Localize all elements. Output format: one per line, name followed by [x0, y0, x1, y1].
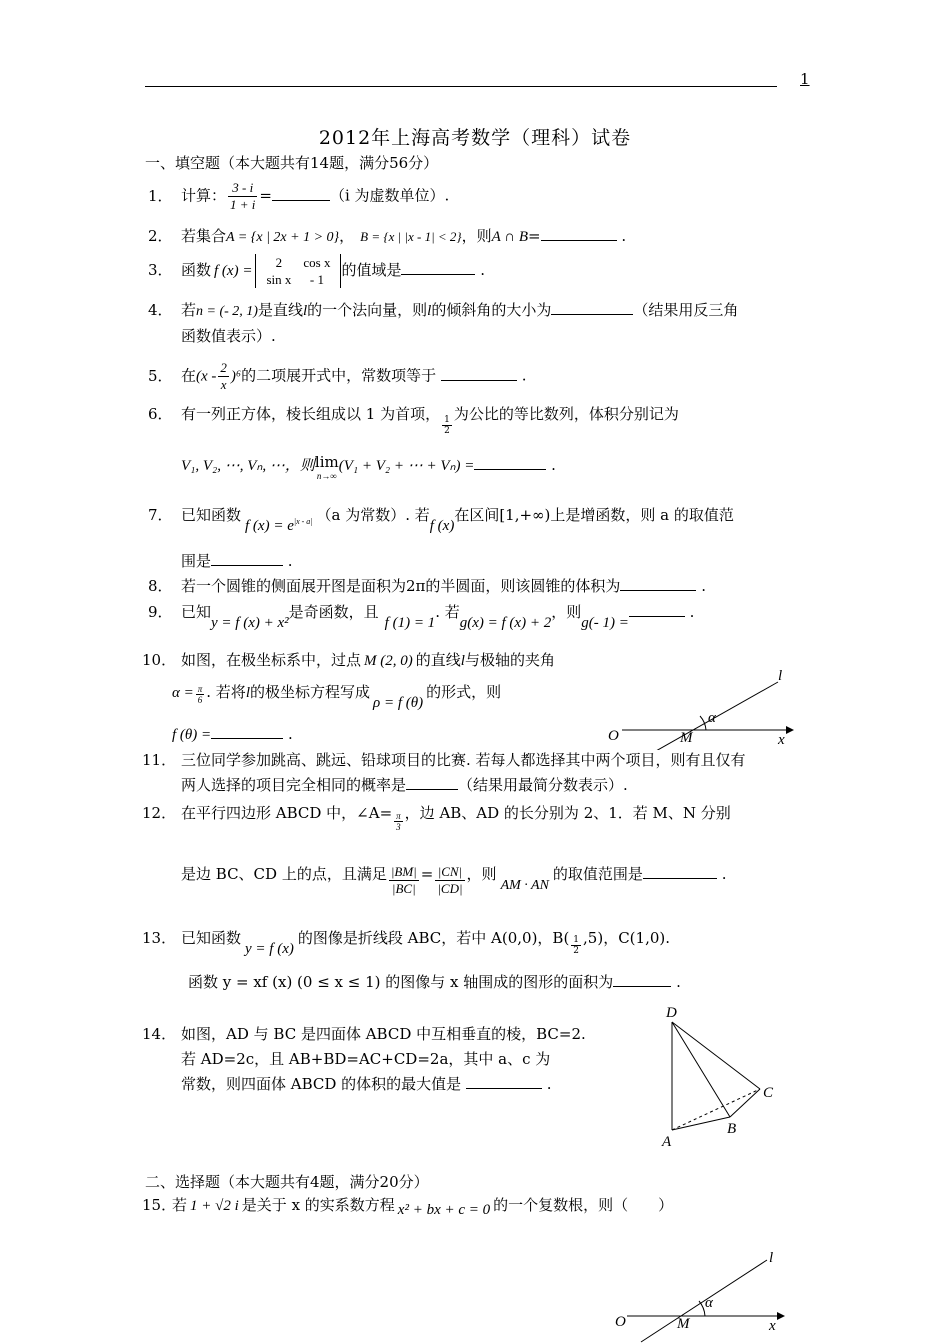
- q12-ratio-1: [389, 864, 419, 897]
- q3-post: 的值域是: [341, 261, 402, 279]
- q12-line2c: 的取值范围是: [552, 865, 643, 883]
- q1-fraction: [228, 180, 257, 213]
- q7-exponent: |x - a|: [293, 517, 313, 526]
- q10-line-l2: l: [245, 685, 250, 701]
- label-c: C: [763, 1085, 774, 1101]
- q10-line2c: 的极坐标方程写成: [249, 683, 370, 701]
- q2-mid: ，: [339, 227, 355, 245]
- question-7: [148, 502, 734, 534]
- q2-end: .: [621, 227, 627, 245]
- q13-post: 的图像是折线段 ABC，若中 A(0,0)，B(: [297, 929, 570, 947]
- edge-bc: [730, 1089, 760, 1117]
- q13-line2a: 函数 y = xf (x) (0 ≤ x ≤ 1) 的图像与 x 轴围成的图形的面积为: [188, 973, 614, 991]
- label-b: B: [727, 1121, 737, 1137]
- q5-text: 在: [181, 366, 197, 385]
- label-x: x: [769, 1318, 776, 1334]
- question-number: 1．: [148, 186, 173, 205]
- answer-blank[interactable]: [541, 226, 617, 241]
- edge-db: [672, 1022, 730, 1117]
- label-o: O: [608, 728, 619, 744]
- q6-fraction: [442, 415, 452, 436]
- answer-blank[interactable]: [441, 366, 517, 381]
- q12-line2b: ，则: [466, 865, 497, 883]
- question-13-line2: [188, 972, 681, 992]
- q1-numerator: 3 - i: [228, 180, 257, 197]
- label-alpha: α: [708, 710, 716, 726]
- question-number: 8．: [148, 577, 173, 595]
- label-alpha: α: [705, 1295, 713, 1311]
- q14-end: .: [546, 1075, 552, 1093]
- edge-ab: [672, 1117, 730, 1130]
- question-4: [148, 300, 738, 322]
- question-6: [148, 404, 679, 436]
- label-l: l: [778, 668, 783, 684]
- q10-end: .: [287, 725, 293, 743]
- q10-alpha: α =: [172, 685, 194, 701]
- answer-blank[interactable]: [474, 455, 546, 470]
- question-number: 12．: [142, 804, 177, 822]
- q12-denominator: 3: [396, 822, 401, 832]
- q12-text: 在平行四边形 ABCD 中，∠A=: [181, 804, 393, 822]
- question-12-line2: [181, 864, 727, 897]
- question-2: [148, 226, 626, 248]
- question-14: [142, 1024, 586, 1044]
- label-m: M: [677, 1316, 690, 1332]
- q7-fx2: f (x): [429, 518, 455, 534]
- q4-line2: 函数值表示）.: [181, 327, 276, 345]
- q6-lim: lim: [314, 453, 339, 471]
- q11-line2a: 两人选择的项目完全相同的概率是: [181, 776, 407, 794]
- q9-mid1: 是奇函数，且: [288, 603, 379, 621]
- q9-end: .: [689, 603, 695, 621]
- q10-rho: ρ = f (θ): [373, 695, 424, 711]
- answer-blank[interactable]: [629, 602, 685, 617]
- q10-line2d: 的形式，则: [426, 683, 502, 701]
- question-number: 5．: [148, 366, 173, 385]
- axis-arrow-icon: [777, 1312, 785, 1320]
- q15-equation: x² + bx + c = 0: [397, 1202, 491, 1218]
- question-13: [142, 928, 670, 956]
- q5-denominator: x: [220, 377, 227, 392]
- q9-mid3: ，则: [551, 603, 582, 621]
- det-a22: - 1: [309, 272, 324, 287]
- question-6-line2: [181, 455, 556, 483]
- question-number: 3．: [148, 261, 173, 279]
- q12-bc: |BC|: [391, 881, 416, 896]
- q10-numerator: π: [197, 684, 203, 694]
- q10-line3: f (θ) =: [172, 727, 212, 743]
- answer-blank[interactable]: [401, 260, 475, 275]
- label-l: l: [769, 1250, 774, 1266]
- q12-post: ，边 AB、AD 的长分别为 2、1．若 M、N 分别: [404, 804, 731, 822]
- q11-line1: 三位同学参加跳高、跳远、铅球项目的比赛. 若每人都选择其中两个项目，则有且仅有: [181, 751, 746, 769]
- answer-blank[interactable]: [406, 775, 458, 790]
- question-11-line2: [181, 775, 628, 795]
- q7-end: .: [287, 552, 293, 570]
- q3-end: .: [480, 261, 486, 279]
- answer-blank[interactable]: [211, 551, 283, 566]
- q10-line-l: l: [460, 653, 465, 669]
- q2-set-b: B = {x | |x - 1| < 2}: [360, 229, 462, 244]
- label-m: M: [680, 730, 693, 746]
- q15-root: 1 + √2 i: [190, 1198, 239, 1214]
- q5-fraction: [218, 360, 229, 393]
- q8-text: 若一个圆锥的侧面展开图是面积为2π的半圆面，则该圆锥的体积为: [181, 577, 621, 595]
- question-number: 7．: [148, 506, 173, 524]
- q13-fraction: [571, 935, 581, 956]
- q3-function: f (x) =: [214, 263, 253, 279]
- q12-ratio-2: [435, 864, 464, 897]
- q2-set-a: A = {x | 2x + 1 > 0}: [226, 230, 340, 245]
- q2-eq: =: [528, 227, 541, 245]
- q12-cd: |CD|: [437, 881, 463, 896]
- q7-fx: f (x) = e: [245, 518, 294, 534]
- q4-mid: 是直线: [257, 301, 303, 319]
- q12-eq: =: [420, 865, 434, 883]
- question-number: 4．: [148, 301, 173, 319]
- q10-fraction: [196, 684, 205, 705]
- q7-post: 在区间[1,+∞)上是增函数，则 a 的取值范: [454, 506, 734, 524]
- edge-dc: [672, 1022, 760, 1089]
- q6-post: 为公比的等比数列，体积分别记为: [453, 405, 679, 423]
- answer-blank[interactable]: [272, 186, 330, 201]
- question-number: 13．: [142, 929, 177, 947]
- section-heading-multiple-choice: 二、选择题（本大题共有4题，满分20分）: [145, 1173, 429, 1191]
- question-9: [148, 602, 695, 631]
- q4-mid3: 的倾斜角的大小为: [431, 301, 552, 319]
- header-rule: [145, 86, 777, 87]
- line-l: [641, 1260, 767, 1342]
- question-3: [148, 254, 485, 288]
- figure-14-tetrahedron: [655, 1000, 785, 1155]
- q6-volumes: V₁, V₂, ⋯, Vₙ, ⋯，则: [181, 458, 315, 474]
- q2-post: ，则: [461, 227, 492, 245]
- label-d: D: [666, 1005, 677, 1021]
- question-number: 10．: [142, 651, 177, 669]
- q7-text: 已知函数: [181, 506, 242, 524]
- q6-limit: [315, 455, 339, 483]
- answer-blank[interactable]: [620, 576, 696, 591]
- q4-line-l: l: [302, 303, 308, 319]
- q6-denominator: 2: [444, 426, 450, 436]
- q4-post: （结果用反三角: [633, 301, 739, 319]
- answer-blank[interactable]: [551, 300, 633, 315]
- question-number: 6．: [148, 405, 173, 423]
- q6-lim-expr: (V₁ + V₂ + ⋯ + Vₙ) =: [338, 458, 475, 474]
- q4-mid2: 的一个法向量，则: [307, 301, 428, 319]
- page-title: 2012年上海高考数学（理科）试卷: [318, 127, 632, 149]
- q1-post: （i 为虚数单位）.: [329, 186, 450, 205]
- q7-line2: 围是: [181, 552, 212, 570]
- q13-denominator: 2: [573, 946, 580, 956]
- answer-blank[interactable]: [211, 724, 283, 739]
- question-10-line2: [172, 682, 502, 711]
- q12-cn: |CN|: [435, 864, 464, 881]
- det-a12: cos x: [303, 255, 331, 270]
- question-1: [148, 180, 449, 213]
- q11-line2b: （结果用最简分数表示）.: [458, 776, 628, 794]
- figure-10-polar-diagram: [600, 660, 810, 750]
- question-number: 14．: [142, 1025, 177, 1043]
- label-o: O: [615, 1314, 626, 1330]
- question-10: [142, 650, 555, 671]
- q12-fraction: [394, 811, 403, 832]
- q14-line2: 若 AD=2c，且 AB+BD=AC+CD=2a，其中 a、c 为: [181, 1050, 551, 1068]
- det-a11: 2: [275, 255, 283, 270]
- q9-expr4: g(- 1) =: [581, 615, 629, 631]
- q9-expr1: y = f (x) + x²: [211, 615, 289, 631]
- q5-end: .: [521, 366, 527, 385]
- q12-dot-product: AM · AN: [500, 878, 549, 893]
- axis-arrow-icon: [786, 726, 794, 734]
- q12-numerator: π: [396, 811, 401, 821]
- figure-polar-diagram-repeat: [605, 1244, 815, 1344]
- q10-mid: 的直线: [415, 651, 461, 669]
- question-number: 15．: [142, 1196, 177, 1214]
- q4-vector: n = (- 2, 1): [196, 304, 258, 319]
- q12-line2a: 是边 BC、CD 上的点，且满足: [181, 865, 387, 883]
- q10-line2b: . 若将: [206, 683, 246, 701]
- question-8: [148, 576, 706, 596]
- q12-bm: |BM|: [390, 864, 417, 879]
- q13-text: 已知函数: [181, 929, 242, 947]
- q15-post: 的一个复数根，则（ ）: [493, 1196, 674, 1214]
- q13-numerator: 1: [573, 935, 580, 945]
- q6-lim-sub: n→∞: [316, 471, 337, 481]
- det-a21: sin x: [266, 272, 292, 287]
- q15-text: 若: [172, 1196, 188, 1214]
- q10-point: M (2, 0): [364, 653, 413, 669]
- q2-intersection: A ∩ B: [491, 229, 529, 245]
- q3-text: 函数: [181, 261, 212, 279]
- answer-blank[interactable]: [613, 972, 671, 987]
- q14-line1: 如图，AD 与 BC 是四面体 ABCD 中互相垂直的棱，BC=2.: [181, 1025, 586, 1043]
- q1-text: 计算：: [181, 186, 227, 205]
- question-7-line2: [181, 551, 293, 571]
- q5-numerator: 2: [220, 360, 227, 375]
- q12-end: .: [721, 865, 727, 883]
- q1-denominator: 1 + i: [230, 197, 256, 212]
- q6-end: .: [551, 456, 556, 474]
- page-number: 1: [800, 70, 810, 88]
- q5-expr1: (x -: [196, 368, 217, 385]
- label-x: x: [778, 732, 785, 748]
- question-14-line3: [181, 1074, 552, 1094]
- q7-function: [245, 518, 312, 534]
- q10-denominator: 6: [197, 695, 203, 705]
- question-number: 2．: [148, 227, 173, 245]
- q5-expr2: )⁶: [230, 368, 242, 385]
- q4-line-l2: l: [427, 303, 432, 319]
- q8-end: .: [701, 577, 706, 595]
- q4-text: 若: [181, 301, 197, 319]
- q13-end: .: [676, 973, 681, 991]
- q13-function: y = f (x): [245, 941, 294, 957]
- question-number: 9．: [148, 603, 173, 621]
- answer-blank[interactable]: [466, 1074, 542, 1089]
- q7-mid: （a 为常数）. 若: [316, 506, 430, 524]
- question-12: [142, 803, 731, 832]
- q10-post: 与极轴的夹角: [464, 651, 555, 669]
- q5-post: 的二项展开式中，常数项等于: [241, 366, 437, 385]
- question-11: [142, 750, 746, 770]
- q9-mid2: . 若: [435, 603, 460, 621]
- q9-expr3: g(x) = f (x) + 2: [459, 615, 552, 631]
- question-10-line3: [172, 724, 293, 745]
- section-heading-fill-in: 一、填空题（本大题共有14题，满分56分）: [145, 154, 439, 172]
- question-5: [148, 360, 527, 393]
- q9-text: 已知: [181, 603, 212, 621]
- question-number: 11．: [142, 751, 177, 769]
- q14-line3a: 常数，则四面体 ABCD 的体积的最大值是: [181, 1075, 462, 1093]
- question-15: [142, 1195, 673, 1216]
- answer-blank[interactable]: [643, 864, 717, 879]
- q9-expr2: f (1) = 1: [384, 615, 436, 631]
- q13-post2: ,5)，C(1,0).: [583, 929, 670, 947]
- edge-ac-hidden: [672, 1089, 760, 1130]
- q6-text: 有一列正方体，棱长组成以 1 为首项，: [181, 405, 441, 423]
- q10-text: 如图，在极坐标系中，过点: [181, 651, 362, 669]
- q3-determinant: [255, 254, 341, 288]
- q1-eq: =: [259, 186, 272, 205]
- q2-text: 若集合: [181, 227, 227, 245]
- label-a: A: [662, 1134, 672, 1150]
- q6-numerator: 1: [444, 415, 450, 425]
- q15-mid: 是关于 x 的实系数方程: [241, 1196, 395, 1214]
